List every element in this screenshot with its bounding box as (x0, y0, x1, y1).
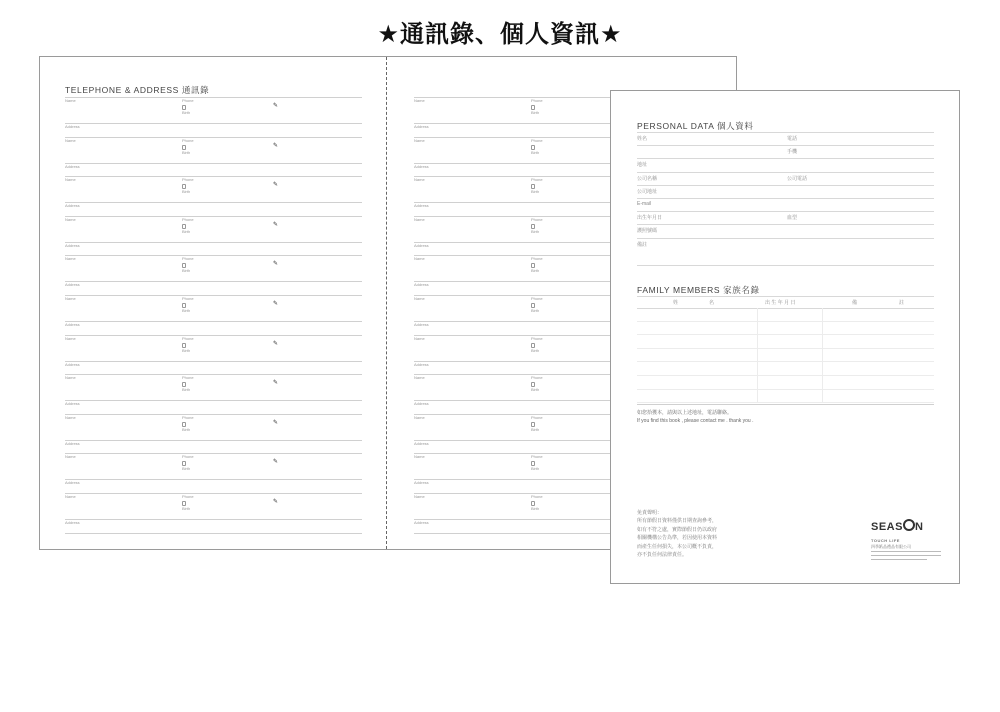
family-member-row (637, 376, 934, 390)
name-label: Name (414, 256, 425, 262)
family-member-row (637, 362, 934, 376)
entry-top-line (65, 255, 362, 256)
divider (637, 404, 934, 405)
name-label: Name (414, 137, 425, 143)
name-label: Name (414, 216, 425, 222)
disclaimer-line: 亦不負任何法律責任。 (637, 552, 688, 559)
family-members-heading: FAMILY MEMBERS 家族名錄 (637, 285, 760, 295)
birth-label: Birth (182, 110, 191, 115)
birth-label: Birth (531, 466, 540, 472)
entry-mid-line (65, 400, 362, 401)
address-label: Address (414, 401, 429, 407)
address-entry (65, 493, 362, 533)
phone-icon (531, 343, 535, 348)
birth-label: Birth (531, 426, 540, 432)
personal-data-row (637, 211, 934, 224)
entry-top-line (65, 176, 362, 177)
personal-data-row (637, 158, 934, 171)
phone-icon (531, 145, 535, 150)
pencil-icon: ✎ (273, 498, 279, 505)
phone-icon (531, 422, 535, 427)
disclaimer-line: 而產生任何損失，本公司概不負責， (637, 543, 718, 550)
address-label: Address (65, 242, 80, 248)
disclaimer-line: 如有不符之處，實際節假日仍以政府 (637, 526, 718, 533)
phone-label: Phone (182, 177, 194, 183)
address-label: Address (65, 203, 80, 209)
pencil-icon: ✎ (273, 221, 279, 228)
birth-label: Birth (182, 307, 191, 313)
birth-label: Birth (531, 189, 540, 195)
address-label: Address (65, 282, 80, 288)
name-label: Name (414, 414, 425, 420)
notice-zh: 如您拾獲本，請與以上述地址，電話聯絡。 (637, 410, 733, 416)
entry-mid-line (65, 321, 362, 322)
phone-label: Phone (182, 335, 194, 341)
phone-label: Phone (531, 295, 543, 301)
entry-mid-line (65, 163, 362, 164)
personal-data-heading: PERSONAL DATA 個人資料 (637, 121, 754, 131)
phone-icon (182, 422, 186, 427)
birth-label: Birth (182, 149, 191, 155)
entry-mid-line (65, 479, 362, 480)
name-label: Name (65, 177, 76, 183)
fine-print (871, 558, 927, 561)
name-label: Name (414, 295, 425, 301)
name-label: Name (65, 493, 76, 499)
birth-label: Birth (531, 387, 540, 393)
entry-top-line (65, 137, 362, 138)
field-label: 地址 (637, 162, 648, 169)
address-label: Address (65, 401, 80, 407)
family-member-row (637, 322, 934, 336)
name-label: Name (65, 256, 76, 262)
birth-label: Birth (182, 505, 191, 511)
field-label: 公司名稱 (637, 175, 658, 182)
fold-line (386, 57, 387, 549)
brand-tagline: TOUCH LIFE (871, 538, 900, 543)
notice-en: If you find this book , please contact me . thank you . (637, 418, 754, 424)
pencil-icon: ✎ (273, 300, 279, 307)
pencil-icon: ✎ (273, 459, 279, 466)
address-label: Address (414, 519, 429, 525)
address-label: Address (414, 440, 429, 446)
birth-label: Birth (531, 505, 540, 511)
address-label: Address (414, 124, 429, 129)
column-end-line (65, 533, 362, 534)
column-header-birthdate: 出 生 年 月 日 (765, 300, 796, 306)
phone-label: Phone (182, 256, 194, 262)
birth-label: Birth (182, 228, 191, 234)
birth-label: Birth (182, 268, 191, 274)
address-label: Address (65, 361, 80, 367)
address-label: Address (65, 124, 80, 129)
phone-label: Phone (531, 177, 543, 183)
family-member-row (637, 390, 934, 404)
personal-data-page (610, 90, 960, 584)
pencil-icon: ✎ (273, 340, 279, 347)
field-label: 出生年月日 (637, 215, 663, 222)
divider (637, 265, 934, 266)
field-label: 公司地址 (637, 188, 658, 195)
personal-data-row (637, 172, 934, 185)
birth-label: Birth (531, 228, 540, 234)
phone-label: Phone (531, 216, 543, 222)
personal-data-row (637, 185, 934, 198)
family-member-row (637, 349, 934, 363)
name-label: Name (414, 177, 425, 183)
brand-logo (871, 519, 941, 561)
entry-mid-line (65, 242, 362, 243)
name-label: Name (414, 454, 425, 460)
pencil-icon: ✎ (273, 261, 279, 268)
birth-label: Birth (531, 268, 540, 274)
field-label: E-mail (637, 200, 652, 207)
entry-mid-line (65, 202, 362, 203)
pencil-icon: ✎ (273, 380, 279, 387)
address-label: Address (65, 480, 80, 486)
entry-top-line (65, 335, 362, 336)
address-entry (65, 335, 362, 375)
name-label: Name (414, 493, 425, 499)
name-label: Name (414, 375, 425, 381)
birth-label: Birth (182, 189, 191, 195)
field-label: 護照號碼 (637, 228, 658, 235)
phone-label: Phone (182, 216, 194, 222)
birth-label: Birth (531, 110, 540, 115)
address-entry (65, 374, 362, 414)
address-label: Address (414, 361, 429, 367)
entry-top-line (65, 374, 362, 375)
disclaimer-line: 相關機構公告為準，若因使用本資料 (637, 535, 718, 542)
personal-data-row (637, 198, 934, 211)
phone-label: Phone (531, 256, 543, 262)
name-label: Name (65, 454, 76, 460)
entry-top-line (65, 97, 362, 98)
birth-label: Birth (182, 387, 191, 393)
column-header-notes-1: 備 (852, 300, 858, 306)
personal-data-row (637, 132, 934, 145)
name-label: Name (65, 216, 76, 222)
name-label: Name (414, 335, 425, 341)
fine-print (871, 554, 941, 557)
pencil-icon: ✎ (273, 103, 279, 109)
address-entry (65, 414, 362, 454)
personal-data-table (637, 132, 934, 251)
address-entry (65, 97, 362, 137)
address-entry (65, 216, 362, 256)
page-title: ★通訊錄、個人資訊★ (377, 20, 623, 48)
personal-data-row (637, 145, 934, 158)
entry-mid-line (65, 361, 362, 362)
birth-label: Birth (182, 466, 191, 472)
entry-top-line (65, 493, 362, 494)
entry-mid-line (65, 519, 362, 520)
address-label: Address (414, 163, 429, 169)
name-label: Name (65, 414, 76, 420)
field-label: 備註 (637, 241, 648, 248)
entry-mid-line (65, 281, 362, 282)
phone-label: Phone (531, 493, 543, 499)
pencil-icon: ✎ (273, 182, 279, 189)
address-book-heading: TELEPHONE & ADDRESS 通訊錄 (65, 85, 210, 95)
disclaimer (637, 509, 787, 559)
phone-label: Phone (531, 414, 543, 420)
family-members-table (637, 308, 934, 403)
entry-top-line (65, 216, 362, 217)
family-member-row (637, 308, 934, 322)
entry-top-line (65, 414, 362, 415)
phone-label: Phone (182, 414, 194, 420)
address-label: Address (65, 440, 80, 446)
address-label: Address (414, 480, 429, 486)
phone-label: Phone (182, 493, 194, 499)
birth-label: Birth (531, 307, 540, 313)
birth-label: Birth (531, 149, 540, 155)
birth-label: Birth (182, 347, 191, 353)
address-label: Address (414, 242, 429, 248)
name-label: Name (414, 98, 425, 103)
address-entry (65, 137, 362, 177)
phone-label: Phone (182, 454, 194, 460)
phone-label: Phone (182, 137, 194, 143)
phone-label: Phone (531, 335, 543, 341)
address-label: Address (65, 321, 80, 327)
pencil-icon: ✎ (273, 419, 279, 426)
address-entry (65, 255, 362, 295)
phone-icon (182, 343, 186, 348)
phone-label: Phone (182, 295, 194, 301)
phone-label: Phone (531, 137, 543, 143)
phone-label: Phone (531, 454, 543, 460)
address-entry (65, 453, 362, 493)
lost-and-found-notice (637, 409, 753, 425)
field-label: 公司電話 (787, 175, 808, 182)
address-label: Address (65, 163, 80, 169)
personal-data-row (637, 238, 934, 251)
address-label: Address (414, 203, 429, 209)
birth-label: Birth (531, 347, 540, 353)
address-label: Address (65, 519, 80, 525)
column-header-notes-2: 註 (899, 300, 905, 306)
birth-label: Birth (182, 426, 191, 432)
phone-icon (182, 145, 186, 150)
field-label: 手機 (787, 149, 798, 156)
field-label: 血型 (787, 215, 798, 222)
name-label: Name (65, 98, 76, 103)
phone-label: Phone (531, 98, 543, 103)
entry-mid-line (65, 440, 362, 441)
name-label: Name (65, 295, 76, 301)
column-header-surname: 姓 (673, 300, 679, 306)
phone-label: Phone (182, 98, 194, 103)
name-label: Name (65, 375, 76, 381)
pencil-icon: ✎ (273, 142, 279, 149)
disclaimer-line: 所有節假日資料僅供日期查詢參考， (637, 518, 718, 525)
disclaimer-title: 免責聲明： (637, 510, 663, 516)
brand-name-right: N (914, 521, 924, 533)
address-entry (65, 176, 362, 216)
family-member-row (637, 335, 934, 349)
phone-label: Phone (182, 375, 194, 381)
entry-mid-line (65, 123, 362, 124)
address-entry (65, 295, 362, 335)
address-column-left (65, 97, 362, 534)
personal-data-row (637, 224, 934, 237)
address-label: Address (414, 282, 429, 288)
ring-icon (903, 519, 915, 531)
entry-top-line (65, 453, 362, 454)
name-label: Name (65, 335, 76, 341)
column-header-given-name: 名 (709, 300, 715, 306)
name-label: Name (65, 137, 76, 143)
brand-company: 四季紙品禮品有限公司 (871, 544, 911, 549)
fine-print (871, 550, 941, 553)
field-label: 電話 (787, 136, 798, 142)
field-label: 姓名 (637, 136, 648, 142)
entry-top-line (65, 295, 362, 296)
phone-label: Phone (531, 375, 543, 381)
brand-name-left: SEAS (871, 521, 903, 533)
address-label: Address (414, 321, 429, 327)
